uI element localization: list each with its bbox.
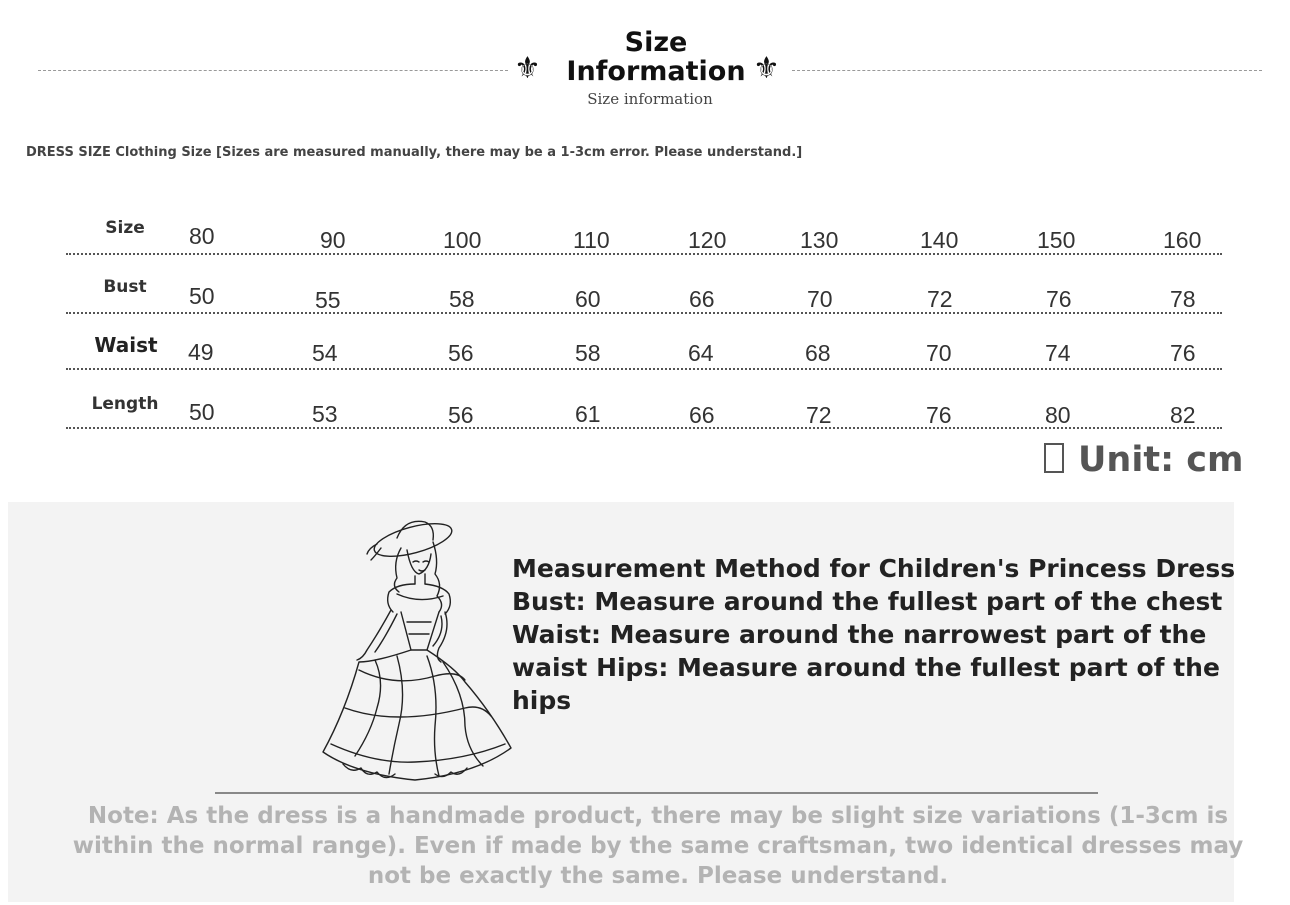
table-cell: 56	[448, 402, 474, 428]
table-cell: 120	[688, 227, 727, 253]
table-cell: 70	[807, 286, 833, 312]
row-label-waist: Waist	[94, 333, 158, 357]
page-subtitle: Size information	[587, 90, 713, 108]
row-divider	[66, 368, 1222, 370]
unit-label	[1044, 440, 1243, 480]
table-cell: 66	[689, 402, 715, 428]
note-line: Note: As the dress is a handmade product, there may be slight size variations (1-3cm is	[87, 803, 1229, 829]
table-cell: 58	[449, 286, 475, 312]
table-cell: 64	[688, 340, 714, 366]
table-cell: 58	[575, 340, 601, 366]
row-label-length: Length	[91, 394, 159, 414]
row-divider	[66, 253, 1222, 255]
table-cell: 150	[1037, 227, 1076, 253]
size-description: DRESS SIZE Clothing Size [Sizes are measured manually, there may be a 1-3cm error. Please understand.]	[26, 145, 803, 160]
measurement-line: Bust: Measure around the fullest part of the chest	[512, 587, 1223, 616]
row-label-size: Size	[105, 218, 145, 238]
table-cell: 140	[920, 227, 959, 253]
table-cell: 76	[1046, 286, 1072, 312]
note-line: not be exactly the same. Please understand.	[367, 863, 949, 889]
table-cell: 61	[575, 401, 601, 427]
table-cell: 160	[1163, 227, 1202, 253]
page-title: Size Information	[566, 27, 746, 87]
note-line: within the normal range). Even if made by the same craftsman, two identical dresses may	[72, 833, 1244, 859]
header-divider-left	[38, 70, 508, 71]
measurement-line: hips	[512, 686, 572, 715]
table-cell: 53	[312, 401, 338, 427]
table-cell: 56	[448, 340, 474, 366]
fleur-de-lis-icon: ⚜	[753, 51, 780, 86]
row-divider	[66, 312, 1222, 314]
table-cell: 50	[189, 399, 215, 425]
table-cell: 78	[1170, 286, 1196, 312]
table-cell: 55	[315, 287, 341, 313]
table-cell: 50	[189, 283, 215, 309]
table-cell: 100	[443, 227, 482, 253]
fleur-de-lis-icon: ⚜	[514, 51, 541, 86]
header-divider-right	[792, 70, 1262, 71]
table-cell: 66	[689, 286, 715, 312]
table-cell: 130	[800, 227, 839, 253]
table-cell: 68	[805, 340, 831, 366]
table-cell: 70	[926, 340, 952, 366]
table-cell: 49	[188, 339, 214, 365]
box-icon	[1044, 443, 1064, 473]
handmade-note	[40, 801, 1276, 891]
row-label-bust: Bust	[103, 277, 147, 297]
measurement-line: waist Hips: Measure around the fullest part of the	[512, 653, 1220, 682]
unit-text: Unit: cm	[1078, 440, 1244, 480]
table-cell: 54	[312, 340, 338, 366]
table-cell: 110	[573, 227, 610, 253]
table-cell: 80	[1045, 402, 1071, 428]
table-cell: 90	[320, 227, 346, 253]
row-divider	[66, 427, 1222, 429]
table-cell: 82	[1170, 402, 1196, 428]
measurement-line: Waist: Measure around the narrowest part of the	[512, 620, 1207, 649]
table-cell: 60	[575, 286, 601, 312]
measurement-method	[512, 552, 1287, 717]
table-cell: 72	[806, 402, 832, 428]
table-cell: 80	[189, 223, 215, 249]
table-cell: 76	[926, 402, 952, 428]
table-cell: 76	[1170, 340, 1196, 366]
measurement-heading: Measurement Method for Children's Princess Dress	[512, 554, 1236, 583]
note-divider	[215, 792, 1098, 794]
table-cell: 74	[1045, 340, 1071, 366]
table-cell: 72	[927, 286, 953, 312]
princess-dress-illustration	[315, 512, 515, 787]
